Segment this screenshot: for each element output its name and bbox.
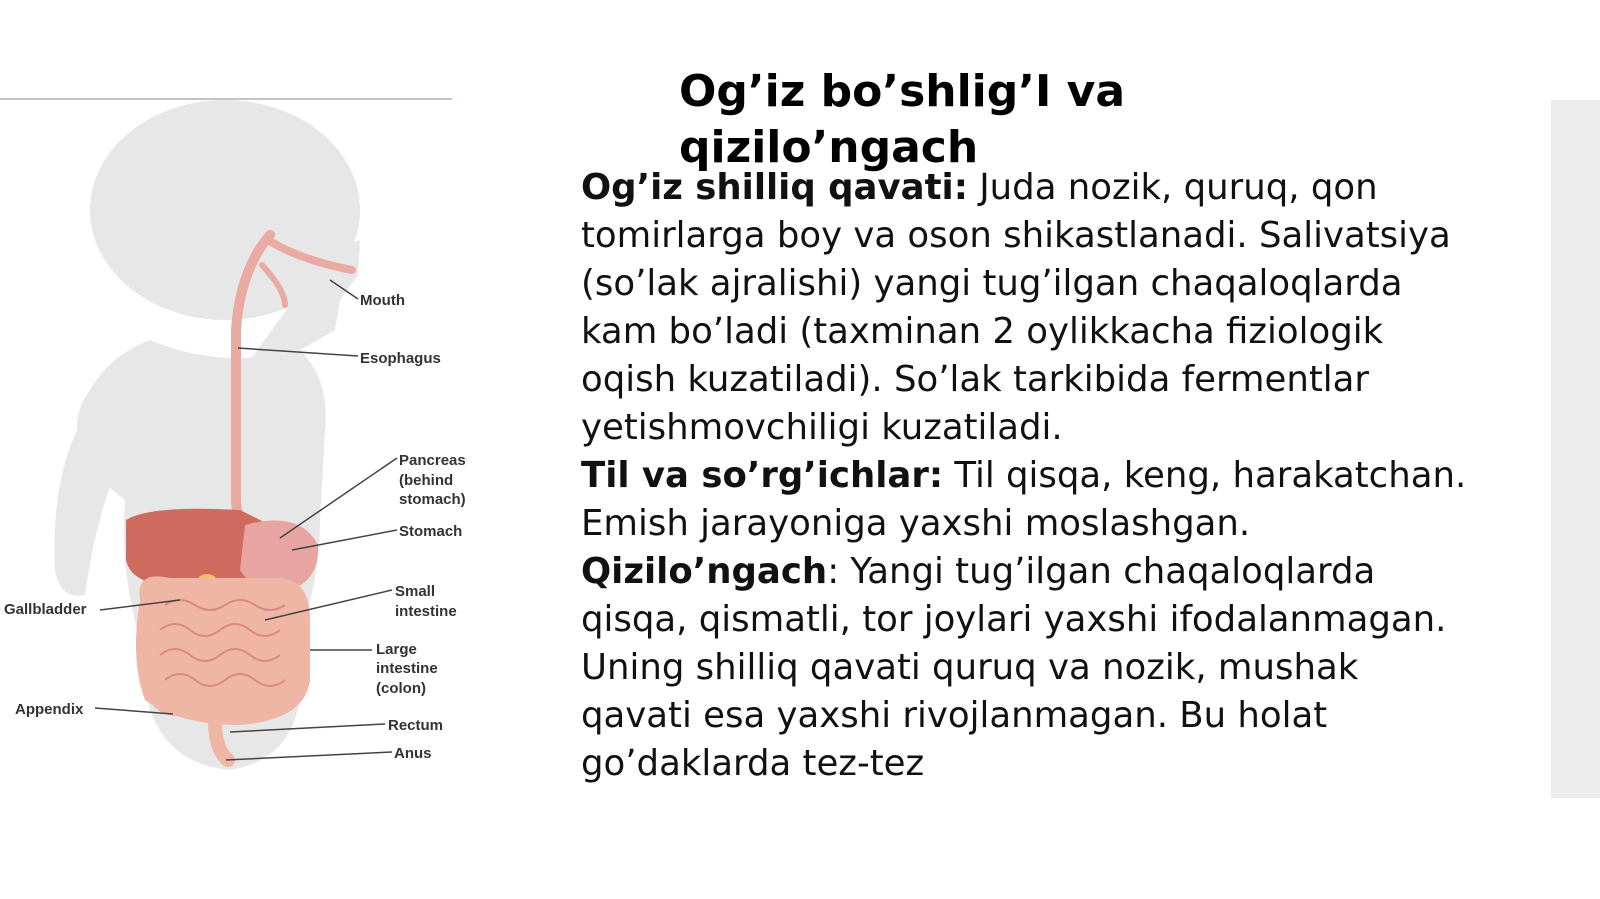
text-oral-mucosa: Juda nozik, quruq, qon tomirlarga boy va oson shikastlanadi. Salivatsiya (so’lak ajralishi) yangi tug’ilgan chaqaloqlarda kam bo’ladi (taxminan 2 oylikkacha fiziologik oqish kuzatiladi). So’lak tarkibida fermentlar yetishmovchiligi kuzatiladi. <box>581 167 1451 448</box>
heading-esophagus: Qizilo’ngach <box>581 551 828 592</box>
label-small-intestine: Small <box>395 583 436 600</box>
label-large-intestine-line2: intestine <box>376 660 438 677</box>
side-panel <box>1551 100 1600 798</box>
label-stomach: Stomach <box>399 523 463 540</box>
paragraph-esophagus <box>581 548 1471 788</box>
slide-body <box>581 164 1471 788</box>
label-appendix: Appendix <box>15 701 84 718</box>
digestive-system-diagram <box>0 100 520 820</box>
label-anus: Anus <box>394 745 432 762</box>
label-mouth: Mouth <box>360 292 405 309</box>
digestive-system-illustration <box>0 100 520 820</box>
label-esophagus: Esophagus <box>360 350 441 367</box>
slide-title: Og’iz bo’shlig’I va qizilo’ngach <box>679 66 1126 173</box>
paragraph-oral-mucosa <box>581 164 1471 452</box>
label-pancreas: Pancreas <box>399 452 466 469</box>
label-large-intestine-line3: (colon) <box>376 680 426 697</box>
paragraph-tongue <box>581 452 1471 548</box>
label-pancreas-line2: (behind <box>399 472 454 489</box>
label-gallbladder: Gallbladder <box>4 601 87 618</box>
label-pancreas-line3: stomach) <box>399 491 466 508</box>
text-esophagus: : Yangi tug’ilgan chaqaloqlarda qisqa, qismatli, tor joylari yaxshi ifodalanmagan. Uning shilliq qavati quruq va nozik, mushak qavati esa yaxshi rivojlanmagan. Bu holat go’daklarda tez-tez <box>581 551 1447 784</box>
heading-tongue: Til va so’rg’ichlar: <box>581 455 944 496</box>
label-large-intestine: Large <box>376 641 417 658</box>
heading-oral-mucosa: Og’iz shilliq qavati: <box>581 167 968 208</box>
label-small-intestine-line2: intestine <box>395 603 457 620</box>
label-rectum: Rectum <box>388 717 444 734</box>
text-tongue: Til qisqa, keng, harakatchan. Emish jarayoniga yaxshi moslashgan. <box>581 455 1467 544</box>
